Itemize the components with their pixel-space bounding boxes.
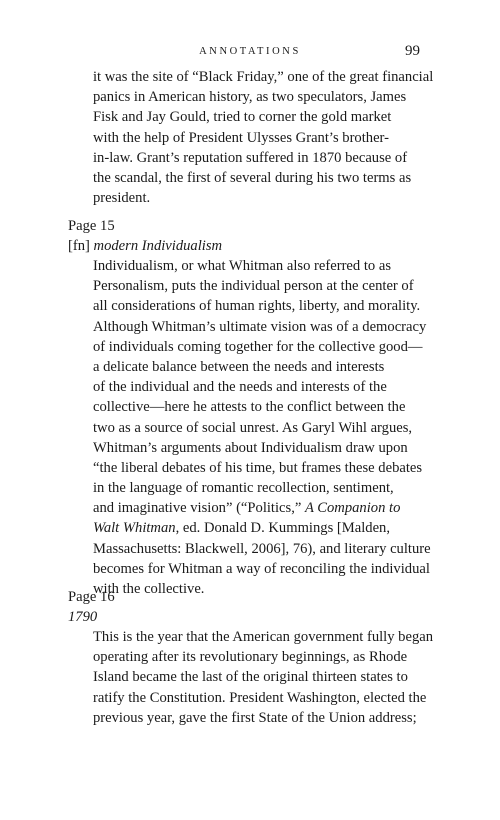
text-line: Personalism, puts the individual person at the center of <box>93 278 414 295</box>
text-line: of individuals coming together for the collective good— <box>93 338 423 355</box>
text-line: Fisk and Jay Gould, tried to corner the gold market <box>93 109 392 126</box>
entry-term: 1790 <box>68 609 98 626</box>
text-line: a delicate balance between the needs and interests <box>93 358 385 375</box>
individualism-annotation <box>93 256 431 599</box>
text-line: two as a source of social unrest. As Garyl Wihl argues, <box>93 419 413 436</box>
year-1790-annotation <box>93 627 433 728</box>
text-line: becomes for Whitman a way of reconciling the individual <box>93 560 430 577</box>
text-line: Although Whitman’s ultimate vision was of a democracy <box>93 318 427 335</box>
entry-heading <box>68 236 222 256</box>
entry-tag: [fn] <box>68 238 90 255</box>
text-line: it was the site of “Black Friday,” one of the great financial <box>93 69 434 85</box>
text-line: collective—here he attests to the conflict between the <box>93 399 406 416</box>
text-line: president. <box>93 190 151 207</box>
text-line: Island became the last of the original thirteen states to <box>93 669 408 686</box>
text-line: panics in American history, as two speculators, James <box>93 89 407 106</box>
text-line: the scandal, the first of several during his two terms as <box>93 169 412 186</box>
continuation-paragraph <box>93 67 433 208</box>
text-line: Massachusetts: Blackwell, 2006], 76), and literary culture <box>93 540 431 557</box>
running-head <box>0 42 500 62</box>
text-line: previous year, gave the first State of the Union address; <box>93 709 417 726</box>
text-line: with the help of President Ulysses Grant’s brother- <box>93 129 389 146</box>
page-number: 99 <box>405 43 420 59</box>
text-line: “the liberal debates of his time, but frames these debates <box>93 459 423 476</box>
text-fragment: and imaginative vision” (“Politics,” <box>93 500 305 517</box>
page15-heading <box>68 216 222 256</box>
text-line: operating after its revolutionary beginnings, as Rhode <box>93 649 408 666</box>
text-line: Individualism, or what Whitman also referred to as <box>93 258 392 274</box>
running-title: ANNOTATIONS <box>199 46 301 57</box>
book-title-part: A Companion to <box>304 500 401 517</box>
page-label: Page 16 <box>68 589 115 605</box>
page-label: Page 15 <box>68 218 115 234</box>
entry-term: modern Individualism <box>93 238 223 255</box>
book-title-part: Walt Whitman <box>93 520 176 537</box>
page16-heading <box>68 587 115 627</box>
text-line <box>93 518 431 538</box>
text-line: of the individual and the needs and interests of the <box>93 379 387 396</box>
text-fragment: , ed. Donald D. Kummings [Malden, <box>175 520 390 537</box>
text-line: with the collective. <box>93 581 205 597</box>
text-line: This is the year that the American government fully began <box>93 629 434 645</box>
text-line: ratify the Constitution. President Washington, elected the <box>93 689 427 706</box>
text-line <box>93 498 431 518</box>
text-line: all considerations of human rights, liberty, and morality. <box>93 298 421 315</box>
text-line: in the language of romantic recollection, sentiment, <box>93 480 394 497</box>
text-line: Whitman’s arguments about Individualism draw upon <box>93 439 408 456</box>
text-line: in-law. Grant’s reputation suffered in 1870 because of <box>93 149 408 166</box>
